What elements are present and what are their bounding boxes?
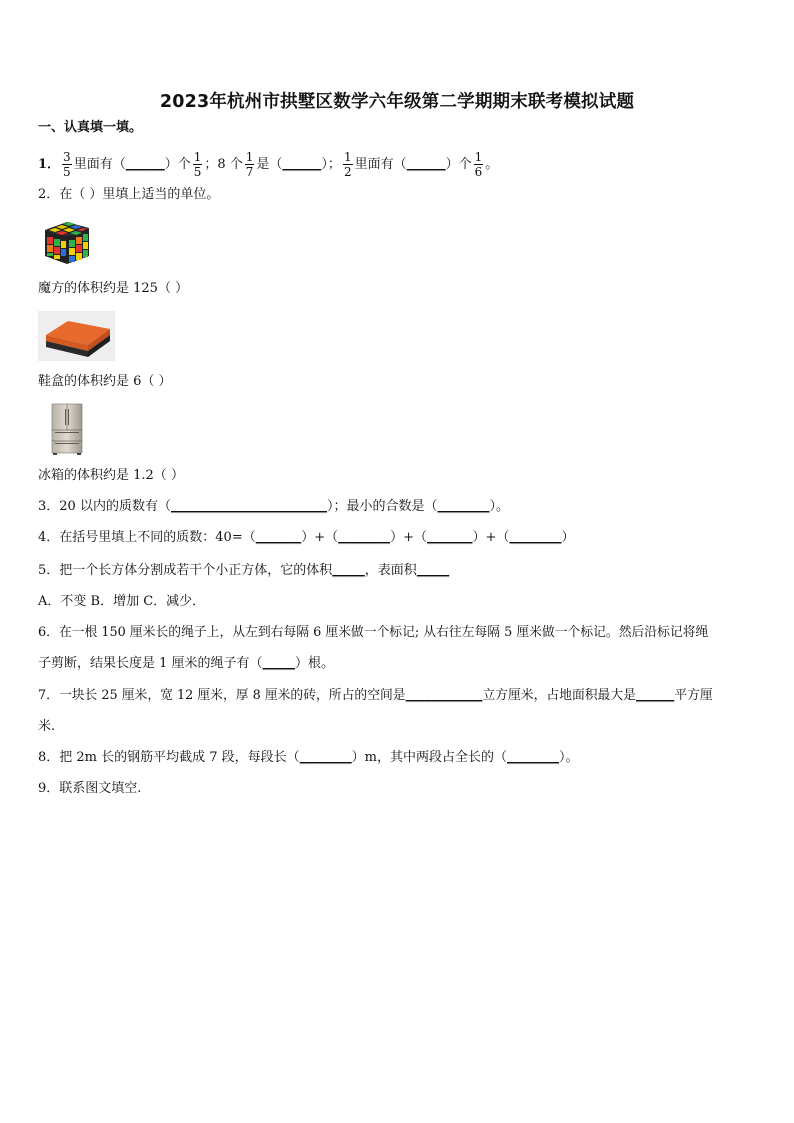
answer-blank[interactable]: ________ [299, 750, 352, 765]
rubiks-cube-image [41, 218, 93, 268]
answer-blank[interactable]: _______ [427, 530, 473, 545]
fraction: $\frac{1}{6}$ [474, 150, 483, 179]
answer-blank[interactable]: _____ [416, 563, 450, 578]
answer-blank[interactable]: ______ [635, 688, 675, 703]
fraction: $\frac{1}{5}$ [193, 150, 202, 179]
question-4: 4．在括号里填上不同的质数：40=（_______）+（________）+（_______）+（________） [38, 530, 575, 545]
question-7-line-2: 米. [38, 719, 56, 734]
answer-blank[interactable]: _____ [262, 656, 296, 671]
fraction: $\frac{1}{7}$ [245, 150, 254, 179]
answer-blank[interactable]: ______ [125, 157, 165, 172]
shoebox-volume-question: 鞋盒的体积约是 6（ ） [38, 374, 172, 389]
question-9: 9．联系图文填空. [38, 781, 142, 796]
question-5: 5．把一个长方体分割成若干个小正方体，它的体积_____，表面积_____ [38, 563, 450, 578]
question-6-line-2: 子剪断，结果长度是 1 厘米的绳子有（_____）根。 [38, 656, 335, 671]
answer-blank[interactable]: ____________ [405, 688, 483, 703]
question-1: 1． $\frac{3}{5}$ 里面有（______）个 $\frac{1}{5}$ ；8 个 $\frac{1}{7}$ 是（______）； $\frac{1}{2}$ 里面有（______）个 $\frac{1}{6}$ 。 [38, 150, 499, 179]
fridge-volume-question: 冰箱的体积约是 1.2（ ） [38, 468, 184, 483]
cube-volume-question: 魔方的体积约是 125（ ） [38, 281, 189, 296]
answer-blank[interactable]: _______ [255, 530, 302, 545]
shoebox-image [38, 311, 115, 361]
page-title: 2023年杭州市拱墅区数学六年级第二学期期末联考模拟试题 [159, 92, 635, 112]
answer-blank[interactable]: ________ [338, 530, 391, 545]
question-5-options: A．不变 B．增加 C．减少． [38, 594, 206, 609]
question-3: 3．20 以内的质数有（________________________）；最小的合数是（________）。 [38, 499, 509, 514]
answer-blank[interactable]: ________ [509, 530, 562, 545]
question-8: 8．把 2m 长的钢筋平均截成 7 段，每段长（________）m，其中两段占全长的（________）。 [38, 750, 579, 765]
answer-blank[interactable]: ________ [507, 750, 559, 765]
q1-number: 1． [38, 157, 61, 172]
answer-blank[interactable]: ________________________ [170, 499, 327, 514]
answer-blank[interactable]: ______ [406, 157, 446, 172]
fraction: $\frac{1}{2}$ [343, 150, 352, 179]
answer-blank[interactable]: ______ [282, 157, 322, 172]
question-7-line-1: 7．一块长 25 厘米，宽 12 厘米，厚 8 厘米的砖，所占的空间是____________立方厘米，占地面积最大是______平方厘 [38, 688, 713, 703]
refrigerator-image [49, 403, 85, 455]
section-heading: 一、认真填一填。 [38, 120, 143, 135]
answer-blank[interactable]: ________ [437, 499, 490, 514]
answer-blank[interactable]: _____ [332, 563, 365, 578]
question-2: 2．在（ ）里填上适当的单位。 [38, 187, 220, 202]
fraction: $\frac{3}{5}$ [63, 150, 71, 179]
question-6-line-1: 6．在一根 150 厘米长的绳子上，从左到右每隔 6 厘米做一个标记; 从右往左每隔 5 厘米做一个标记。然后沿标记将绳 [38, 625, 709, 640]
